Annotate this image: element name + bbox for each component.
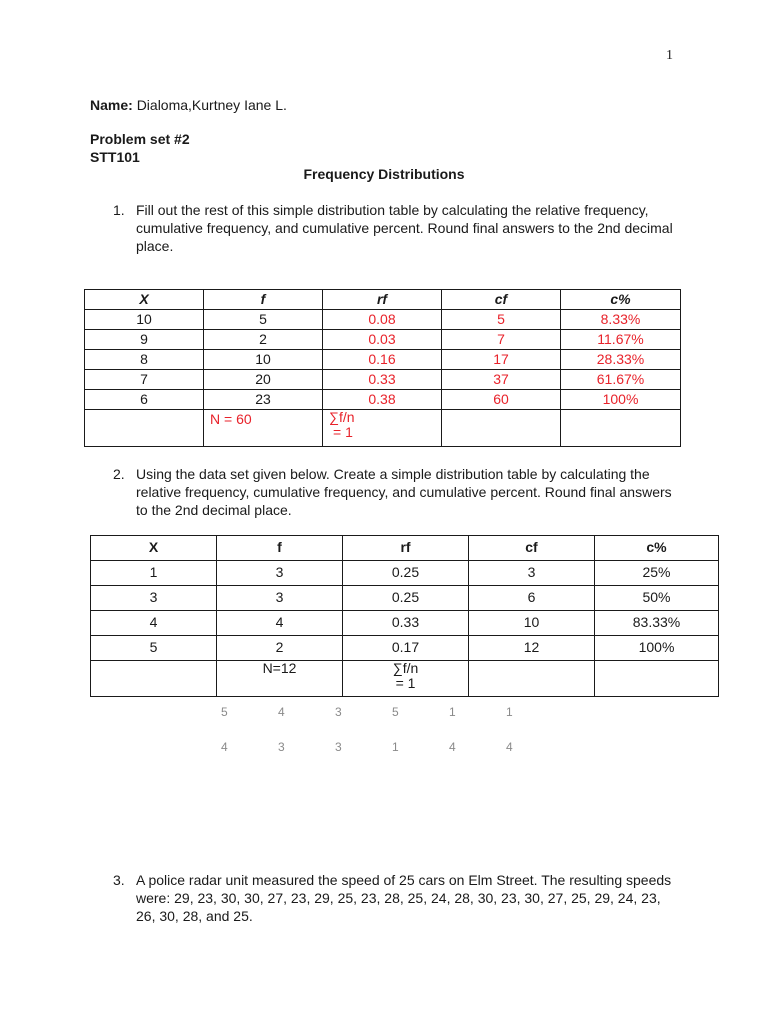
table-2-header-rf: rf bbox=[343, 536, 469, 561]
table-cell bbox=[442, 410, 561, 447]
data-value: 4 bbox=[278, 705, 285, 719]
table-cell: 0.17 bbox=[343, 636, 469, 661]
data-value: 4 bbox=[449, 740, 456, 754]
table-2-header-cf: cf bbox=[469, 536, 595, 561]
table-cell: 0.25 bbox=[343, 561, 469, 586]
table-cell: 20 bbox=[204, 370, 323, 390]
table-cell: 4 bbox=[91, 611, 217, 636]
table-2-total-row bbox=[91, 661, 719, 697]
data-value: 1 bbox=[449, 705, 456, 719]
table-cell: 0.03 bbox=[323, 330, 442, 350]
problem-set-label: Problem set #2 bbox=[90, 131, 190, 147]
table-cell: 0.25 bbox=[343, 586, 469, 611]
question-3-text: A police radar unit measured the speed of 25 cars on Elm Street. The resulting speeds were: 29, 23, 30, 30, 27, 23, 29, 25, 23, 28, 25, 24, 28, 30, 23, 30, 27, 25, 29, 24, 23, 26, 30, 28, and 25. bbox=[136, 872, 672, 924]
data-value: 5 bbox=[221, 705, 228, 719]
sum-formula: ∑f/n bbox=[329, 409, 355, 425]
data-value: 3 bbox=[335, 740, 342, 754]
table-cell: 5 bbox=[91, 636, 217, 661]
name-label: Name: bbox=[90, 97, 133, 113]
table-cell: 17 bbox=[442, 350, 561, 370]
student-name-line bbox=[90, 96, 287, 114]
table-cell: 2 bbox=[204, 330, 323, 350]
table-row bbox=[85, 350, 681, 370]
table-cell: 23 bbox=[204, 390, 323, 410]
question-3-number: 3. bbox=[113, 872, 125, 888]
table-cell: 6 bbox=[85, 390, 204, 410]
table-cell: 8 bbox=[85, 350, 204, 370]
table-cell: 3 bbox=[217, 561, 343, 586]
table-1-header-cpct: c% bbox=[561, 290, 681, 310]
table-2-header-x: X bbox=[91, 536, 217, 561]
sum-formula: ∑f/n bbox=[392, 660, 419, 676]
name-value: Dialoma,Kurtney Iane L. bbox=[136, 97, 287, 113]
table-cell: 0.33 bbox=[343, 611, 469, 636]
table-cell: 4 bbox=[217, 611, 343, 636]
table-cell bbox=[91, 661, 217, 697]
table-cell: 25% bbox=[595, 561, 719, 586]
table-cell: 12 bbox=[469, 636, 595, 661]
table-2 bbox=[90, 535, 719, 697]
table-cell: 3 bbox=[91, 586, 217, 611]
table-cell: 2 bbox=[217, 636, 343, 661]
table-row bbox=[91, 636, 719, 661]
table-2-total-n: N=12 bbox=[217, 661, 343, 697]
table-row bbox=[91, 561, 719, 586]
table-2-header bbox=[91, 536, 719, 561]
table-row bbox=[85, 330, 681, 350]
table-cell: 100% bbox=[561, 390, 681, 410]
sum-result: = 1 bbox=[333, 424, 353, 440]
table-row bbox=[91, 586, 719, 611]
table-cell: 5 bbox=[204, 310, 323, 330]
table-cell: 100% bbox=[595, 636, 719, 661]
table-cell: 8.33% bbox=[561, 310, 681, 330]
table-1-header-f: f bbox=[204, 290, 323, 310]
table-cell: 61.67% bbox=[561, 370, 681, 390]
table-row bbox=[91, 611, 719, 636]
table-cell: 83.33% bbox=[595, 611, 719, 636]
table-2-header-f: f bbox=[217, 536, 343, 561]
table-cell: 60 bbox=[442, 390, 561, 410]
table-cell bbox=[561, 410, 681, 447]
table-cell bbox=[85, 410, 204, 447]
table-1-header bbox=[85, 290, 681, 310]
table-cell: 28.33% bbox=[561, 350, 681, 370]
table-2-total-rf bbox=[343, 661, 469, 697]
table-1 bbox=[84, 289, 681, 447]
table-cell: 0.16 bbox=[323, 350, 442, 370]
table-row bbox=[85, 310, 681, 330]
question-2-text: Using the data set given below. Create a simple distribution table by calculating the relative frequency, cumulative frequency, and cumulative percent. Round final answers to the 2nd decimal place. bbox=[136, 466, 672, 518]
table-1-total-n: N = 60 bbox=[204, 410, 323, 447]
table-row bbox=[85, 390, 681, 410]
table-cell: 10 bbox=[469, 611, 595, 636]
data-value: 3 bbox=[335, 705, 342, 719]
data-value: 4 bbox=[506, 740, 513, 754]
table-cell: 11.67% bbox=[561, 330, 681, 350]
data-value: 1 bbox=[506, 705, 513, 719]
table-cell: 5 bbox=[442, 310, 561, 330]
table-1-header-cf: cf bbox=[442, 290, 561, 310]
question-2-number: 2. bbox=[113, 466, 125, 482]
table-cell: 50% bbox=[595, 586, 719, 611]
table-cell bbox=[595, 661, 719, 697]
data-value: 3 bbox=[278, 740, 285, 754]
table-cell: 3 bbox=[217, 586, 343, 611]
table-cell: 10 bbox=[85, 310, 204, 330]
question-1-number: 1. bbox=[113, 202, 125, 218]
table-cell: 10 bbox=[204, 350, 323, 370]
table-1-total-row bbox=[85, 410, 681, 447]
table-cell: 1 bbox=[91, 561, 217, 586]
table-cell: 7 bbox=[85, 370, 204, 390]
table-1-total-rf bbox=[323, 410, 442, 447]
page-title: Frequency Distributions bbox=[303, 166, 465, 182]
table-cell: 7 bbox=[442, 330, 561, 350]
table-cell: 0.38 bbox=[323, 390, 442, 410]
table-cell: 9 bbox=[85, 330, 204, 350]
data-value: 1 bbox=[392, 740, 399, 754]
question-1-text: Fill out the rest of this simple distribution table by calculating the relative frequency, cumulative frequency, and cumulative percent. Round final answers to the 2nd decimal place. bbox=[136, 202, 673, 254]
table-1-header-x: X bbox=[85, 290, 204, 310]
data-value: 5 bbox=[392, 705, 399, 719]
table-cell: 3 bbox=[469, 561, 595, 586]
table-row bbox=[85, 370, 681, 390]
data-value: 4 bbox=[221, 740, 228, 754]
table-cell: 0.33 bbox=[323, 370, 442, 390]
sum-result: = 1 bbox=[395, 675, 416, 691]
course-code: STT101 bbox=[90, 149, 140, 165]
page-number: 1 bbox=[666, 48, 673, 63]
table-1-header-rf: rf bbox=[323, 290, 442, 310]
table-2-header-cpct: c% bbox=[595, 536, 719, 561]
table-cell bbox=[469, 661, 595, 697]
table-cell: 37 bbox=[442, 370, 561, 390]
table-cell: 0.08 bbox=[323, 310, 442, 330]
table-cell: 6 bbox=[469, 586, 595, 611]
